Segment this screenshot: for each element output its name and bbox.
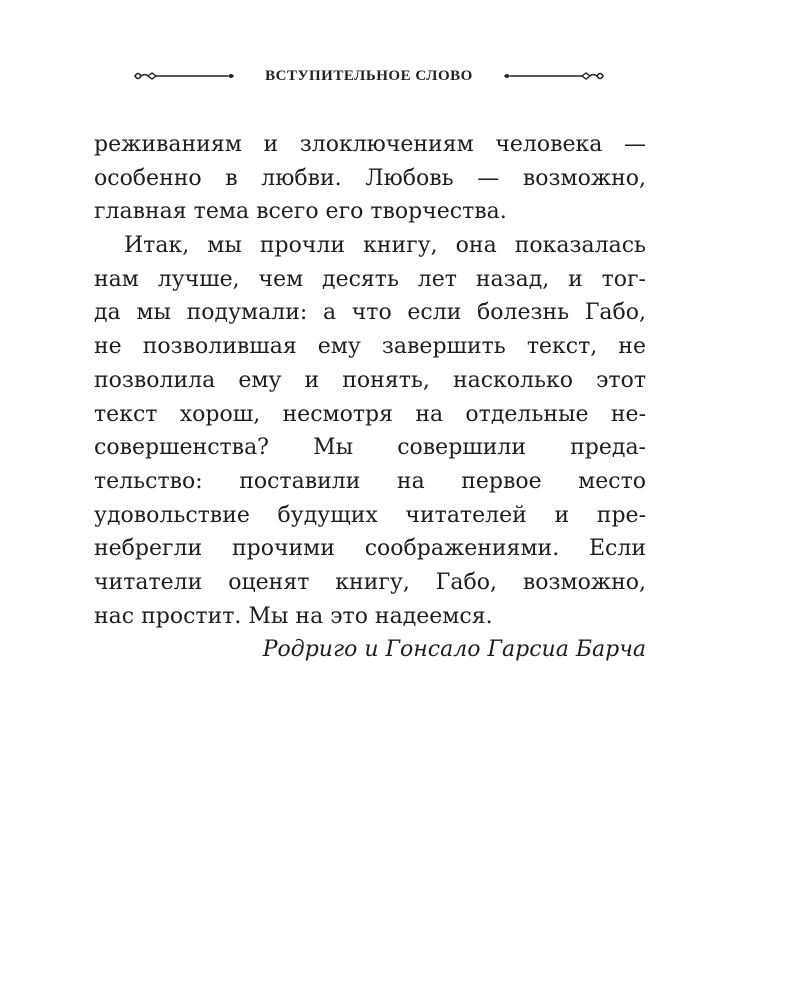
text-line: совершенства? Мы совершили преда- [94,435,646,461]
text-line: да мы подумали: а что если болезнь Габо, [94,300,646,326]
signature: Родриго и Гонсало Гарсиа Барча [262,637,646,663]
text-line: небрегли прочими соображениями. Если [94,536,646,562]
text-line: удовольствие будущих читателей и пре- [94,502,646,528]
text-line: позволила ему и понять, насколько этот [94,367,646,393]
body-text [94,128,646,667]
text-line: Итак, мы прочли книгу, она показалась [124,233,646,259]
text-line: нам лучше, чем десять лет назад, и тог- [94,266,646,292]
ornament-flourish-left-icon [132,64,238,88]
ornament-flourish-right-icon [500,64,606,88]
text-line: читатели оценят книгу, Габо, возможно, [94,569,646,595]
text-line: текст хорош, несмотря на отдельные не- [94,401,646,427]
text-line: тельство: поставили на первое место [94,468,646,494]
text-line: не позволившая ему завершить текст, не [94,334,646,360]
text-line: главная тема всего его творчества. [94,199,507,225]
text-line: нас простит. Мы на это надеемся. [94,603,493,629]
header-title: ВСТУПИТЕЛЬНОЕ СЛОВО [265,67,473,84]
text-line: особенно в любви. Любовь — возможно, [94,165,646,191]
running-header [132,64,606,88]
text-line: реживаниям и злоключениям человека — [94,132,646,157]
